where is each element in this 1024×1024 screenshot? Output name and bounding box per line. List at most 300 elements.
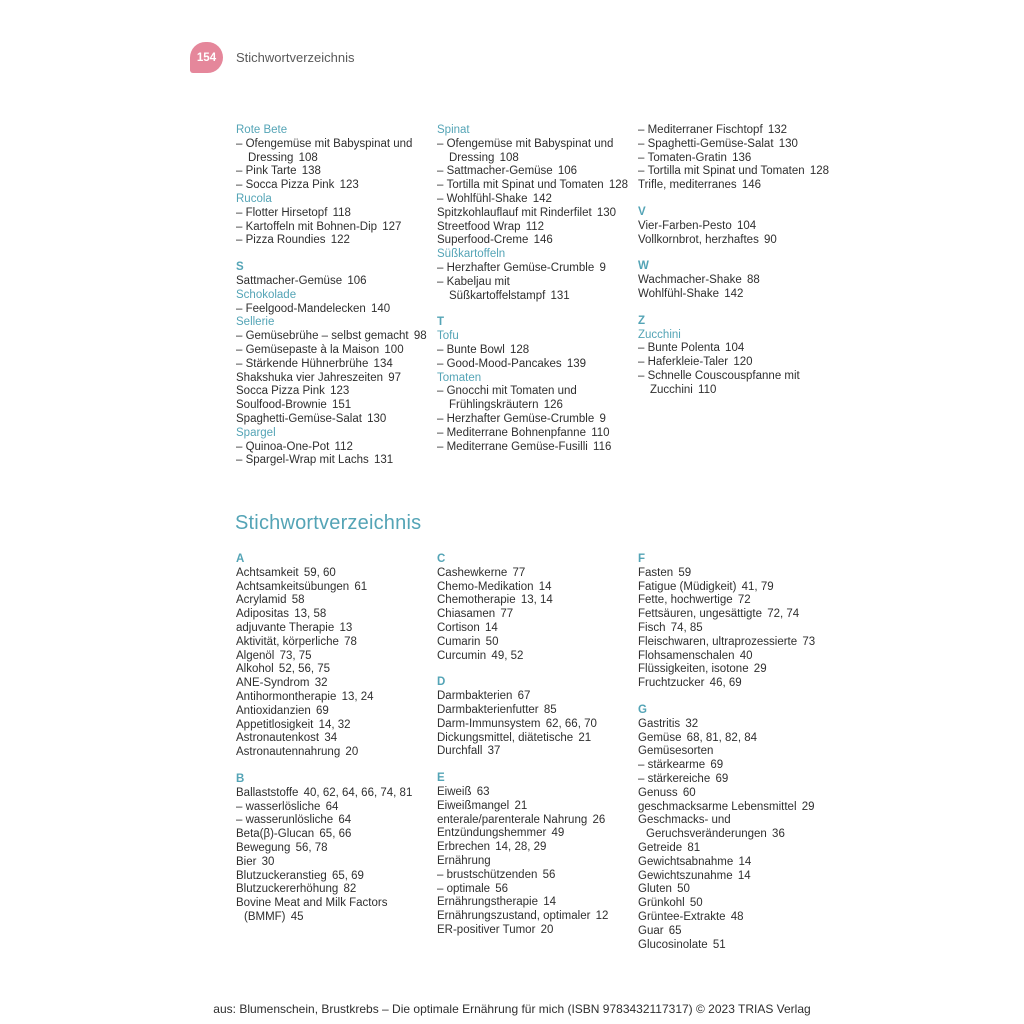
index-entry-pages: 142 — [532, 192, 552, 205]
index-entry-label: Genuss — [638, 786, 678, 799]
index-entry — [437, 207, 631, 221]
index-entry — [236, 691, 430, 705]
index-entry-label: Ernährung — [437, 854, 491, 867]
index-entry-pages: 29 — [753, 663, 767, 676]
main-index-column-3 — [638, 553, 832, 952]
index-entry-pages: 77 — [500, 608, 514, 621]
index-entry — [638, 663, 832, 677]
main-index-column-1 — [236, 553, 430, 952]
index-letter-heading — [638, 206, 832, 220]
index-entry — [638, 179, 832, 193]
index-subentry — [437, 262, 631, 276]
index-entry — [437, 567, 631, 581]
index-group-gap — [437, 759, 631, 772]
index-subentry — [236, 303, 430, 317]
index-entry-label: E — [437, 772, 445, 785]
index-entry — [236, 787, 430, 801]
index-entry-pages: 88 — [746, 274, 760, 287]
index-entry-label: W — [638, 260, 649, 273]
index-letter-heading — [638, 260, 832, 274]
index-entry — [638, 787, 832, 801]
index-entry-label: Glucosinolate — [638, 938, 708, 951]
index-group-gap — [437, 303, 631, 316]
index-entry-pages: 9 — [599, 261, 606, 274]
index-entry-label: Gewichtszunahme — [638, 869, 733, 882]
index-entry-label: – Good-Mood-Pancakes — [437, 357, 562, 370]
index-entry-pages: 14 — [543, 896, 557, 909]
index-entry-pages: 128 — [509, 343, 530, 356]
index-entry-pages: 29 — [801, 800, 815, 813]
index-entry-pages: 64 — [325, 800, 339, 813]
index-subentry — [437, 276, 631, 304]
index-entry-pages: 61 — [354, 580, 368, 593]
index-entry — [437, 650, 631, 664]
index-entry-label: Cumarin — [437, 635, 481, 648]
index-entry — [638, 870, 832, 884]
index-entry-label: V — [638, 205, 646, 218]
index-entry-pages: 14 — [738, 855, 752, 868]
index-letter-heading — [437, 676, 631, 690]
index-entry-pages: 68, 81, 82, 84 — [686, 731, 758, 744]
index-entry-pages: 112 — [525, 220, 545, 233]
index-subentry — [236, 441, 430, 455]
index-subentry — [437, 358, 631, 372]
index-entry — [437, 636, 631, 650]
index-entry-label: Superfood-Creme — [437, 234, 529, 247]
index-entry-label: – Gemüsepaste à la Maison — [236, 343, 380, 356]
index-entry-pages: 136 — [732, 151, 752, 164]
index-subentry — [236, 814, 430, 828]
index-entry-label: Spitzkohlauflauf mit Rinderfilet — [437, 206, 592, 219]
index-entry — [236, 399, 430, 413]
index-entry-pages: 151 — [331, 399, 352, 412]
index-entry — [638, 856, 832, 870]
index-entry — [638, 883, 832, 897]
index-entry — [236, 372, 430, 386]
index-term-heading — [236, 316, 430, 330]
index-entry-label: Vier-Farben-Pesto — [638, 219, 732, 232]
index-entry-label: – Kartoffeln mit Bohnen-Dip — [236, 220, 378, 233]
index-term-heading — [236, 427, 430, 441]
index-entry-label: Astronautenkost — [236, 732, 320, 745]
index-entry — [437, 221, 631, 235]
index-entry — [437, 234, 631, 248]
index-entry-label: – Kabeljau mit Süßkartoffelstampf — [437, 275, 546, 302]
index-entry-label: – stärkearme — [638, 759, 706, 772]
index-entry — [638, 911, 832, 925]
index-entry — [236, 636, 430, 650]
index-subentry — [638, 356, 832, 370]
index-entry-label: Getreide — [638, 841, 683, 854]
index-group-gap — [638, 302, 832, 315]
index-subentry — [236, 221, 430, 235]
index-entry — [638, 745, 832, 759]
index-letter-heading — [437, 772, 631, 786]
top-index-column-2 — [437, 124, 631, 468]
index-entry-label: Sellerie — [236, 316, 275, 329]
index-entry — [437, 581, 631, 595]
index-entry-pages: 58 — [291, 594, 305, 607]
index-entry — [437, 622, 631, 636]
index-entry-label: Durchfall — [437, 745, 483, 758]
index-entry-label: Cashewkerne — [437, 566, 508, 579]
index-term-heading — [236, 124, 430, 138]
index-entry-label: Ballaststoffe — [236, 786, 299, 799]
index-subentry — [638, 124, 832, 138]
index-entry-label: Blutzuckererhöhung — [236, 883, 339, 896]
index-subentry — [638, 773, 832, 787]
index-entry-label: Bovine Meat and Milk Factors (BMMF) — [236, 897, 388, 923]
index-entry-label: Bewegung — [236, 841, 291, 854]
running-header-title: Stichwortverzeichnis — [236, 50, 355, 65]
index-entry-pages: 49 — [551, 827, 565, 840]
index-entry-pages: 37 — [487, 745, 501, 758]
index-entry — [638, 288, 832, 302]
index-entry-label: Adipositas — [236, 608, 290, 621]
index-entry-label: A — [236, 553, 245, 565]
index-entry — [638, 567, 832, 581]
index-entry-pages: 36 — [772, 828, 785, 841]
index-entry — [638, 650, 832, 664]
index-entry-pages: 64 — [338, 814, 352, 827]
index-subentry — [236, 165, 430, 179]
index-entry — [638, 220, 832, 234]
index-letter-heading — [437, 316, 631, 330]
index-entry-pages: 128 — [608, 179, 629, 192]
index-entry-pages: 85 — [543, 703, 557, 716]
index-entry-label: – Mediterraner Fischtopf — [638, 124, 763, 136]
index-entry-pages: 116 — [593, 440, 612, 453]
index-entry — [638, 594, 832, 608]
index-entry — [236, 413, 430, 427]
index-letter-heading — [236, 773, 430, 787]
index-entry-label: Entzündungshemmer — [437, 827, 547, 840]
index-entry-label: – Mediterrane Gemüse-Fusilli — [437, 440, 588, 453]
index-entry-pages: 13 — [339, 621, 353, 634]
index-entry — [437, 896, 631, 910]
index-entry — [437, 855, 631, 869]
index-subentry — [236, 330, 430, 344]
index-entry-label: Antioxidanzien — [236, 704, 311, 717]
index-entry-label: Shakshuka vier Jahreszeiten — [236, 371, 384, 384]
index-term-heading — [437, 124, 631, 138]
index-entry-label: Gemüse — [638, 731, 682, 744]
index-entry-pages: 34 — [324, 732, 338, 745]
index-entry — [236, 897, 430, 925]
index-entry — [638, 622, 832, 636]
index-subentry — [236, 138, 430, 166]
index-entry-label: – Haferkleie-Taler — [638, 356, 729, 369]
index-entry-label: Wohlfühl-Shake — [638, 287, 719, 300]
index-entry — [638, 939, 832, 953]
index-entry-pages: 13, 14 — [520, 594, 553, 607]
index-entry — [236, 608, 430, 622]
index-entry — [236, 581, 430, 595]
index-entry-label: – Feelgood-Mandelecken — [236, 302, 366, 315]
index-entry-label: G — [638, 703, 647, 716]
index-entry-label: Soulfood-Brownie — [236, 399, 327, 412]
index-entry-pages: 60 — [682, 786, 696, 799]
index-entry-label: Cortison — [437, 621, 480, 634]
index-subentry — [437, 883, 631, 897]
index-entry-label: Alkohol — [236, 663, 274, 676]
index-entry — [437, 732, 631, 746]
index-entry-label: – Pink Tarte — [236, 165, 297, 178]
index-entry-pages: 50 — [689, 897, 703, 910]
index-entry-label: Acrylamid — [236, 594, 287, 607]
index-entry-label: – Ofengemüse mit Babyspinat und Dressing — [236, 137, 413, 164]
index-entry-pages: 48 — [730, 910, 744, 923]
main-index-section — [236, 553, 839, 952]
index-entry-pages: 112 — [334, 440, 353, 453]
index-entry — [236, 677, 430, 691]
main-index-column-2 — [437, 553, 631, 952]
index-entry-pages: 49, 52 — [491, 649, 524, 662]
index-entry-pages: 45 — [290, 910, 304, 923]
index-entry — [638, 925, 832, 939]
index-entry-pages: 97 — [388, 371, 402, 384]
index-entry — [236, 746, 430, 760]
index-entry-pages: 59, 60 — [303, 566, 336, 579]
index-entry-pages: 67 — [517, 690, 531, 703]
index-entry-pages: 138 — [301, 165, 321, 178]
index-entry-label: – Spargel-Wrap mit Lachs — [236, 454, 369, 467]
index-entry-pages: 130 — [778, 137, 798, 150]
index-entry-pages: 40 — [739, 649, 753, 662]
index-entry-pages: 131 — [550, 289, 570, 302]
index-entry-label: Darmbakterienfutter — [437, 703, 539, 716]
index-entry-label: Flohsamenschalen — [638, 649, 735, 662]
index-entry — [236, 650, 430, 664]
index-entry-label: adjuvante Therapie — [236, 621, 335, 634]
index-entry — [638, 677, 832, 691]
index-entry-pages: 59 — [678, 566, 692, 579]
top-index-section — [236, 124, 839, 468]
index-entry-label: Gewichtsabnahme — [638, 855, 734, 868]
index-entry-pages: 82 — [343, 883, 357, 896]
index-entry-pages: 65, 69 — [331, 869, 364, 882]
index-entry-pages: 146 — [741, 179, 762, 192]
index-letter-heading — [236, 261, 430, 275]
index-entry-label: – Pizza Roundies — [236, 234, 326, 247]
index-entry-label: Rucola — [236, 192, 272, 205]
index-subentry — [236, 801, 430, 815]
index-entry-label: Fasten — [638, 566, 674, 579]
index-entry-label: Fette, hochwertige — [638, 594, 733, 607]
index-entry-label: Zucchini — [638, 328, 681, 341]
index-entry-label: – wasserlösliche — [236, 800, 321, 813]
index-entry-label: – wasserunlösliche — [236, 814, 334, 827]
index-entry-label: B — [236, 772, 245, 785]
index-entry-pages: 52, 56, 75 — [278, 663, 331, 676]
index-subentry — [437, 385, 631, 413]
index-entry-label: Fleischwaren, ultraprozessierte — [638, 635, 798, 648]
index-entry-label: Tofu — [437, 330, 459, 343]
index-entry-label: Grünkohl — [638, 897, 685, 910]
index-subentry — [437, 441, 631, 455]
index-entry-pages: 123 — [330, 385, 350, 398]
index-entry-label: – Ofengemüse mit Babyspinat und Dressing — [437, 137, 614, 164]
index-entry-pages: 69 — [316, 704, 329, 717]
index-entry-label: Algenöl — [236, 649, 275, 662]
index-entry-pages: 69 — [715, 772, 729, 785]
index-entry-label: Vollkornbrot, herzhaftes — [638, 233, 759, 246]
index-entry-pages: 74, 85 — [670, 621, 703, 634]
index-entry-pages: 21 — [578, 731, 592, 744]
index-entry — [437, 608, 631, 622]
index-entry-label: Grüntee-Extrakte — [638, 910, 726, 923]
index-entry-label: – Mediterrane Bohnenpfanne — [437, 426, 586, 439]
index-entry-label: Fisch — [638, 621, 666, 634]
index-entry-pages: 26 — [592, 813, 606, 826]
index-letter-heading — [236, 553, 430, 567]
index-entry-pages: 20 — [345, 746, 359, 759]
index-entry-pages: 139 — [566, 357, 587, 370]
index-entry-label: Tomaten — [437, 371, 482, 384]
index-entry-pages: 90 — [764, 233, 777, 246]
index-entry — [236, 856, 430, 870]
index-entry-pages: 81 — [687, 841, 701, 854]
index-entry-label: ER-positiver Tumor — [437, 923, 536, 936]
index-entry-label: Ernährungstherapie — [437, 896, 539, 909]
index-entry-pages: 106 — [557, 165, 578, 178]
index-entry-label: Fettsäuren, ungesättigte — [638, 608, 763, 621]
index-entry-pages: 100 — [384, 343, 404, 356]
index-entry-label: Rote Bete — [236, 124, 288, 136]
index-subentry — [638, 759, 832, 773]
index-entry — [437, 910, 631, 924]
index-subentry — [638, 342, 832, 356]
index-entry — [236, 275, 430, 289]
index-entry-pages: 56 — [495, 882, 509, 895]
index-term-heading — [437, 372, 631, 386]
index-entry-pages: 104 — [725, 342, 745, 355]
index-entry-pages: 65 — [668, 924, 682, 937]
index-entry-label: Achtsamkeitsübungen — [236, 580, 350, 593]
index-entry-pages: 128 — [809, 165, 830, 178]
index-entry — [236, 842, 430, 856]
index-entry-pages: 106 — [347, 274, 367, 287]
index-subentry — [638, 165, 832, 179]
index-entry-label: Aktivität, körperliche — [236, 635, 339, 648]
index-entry-pages: 32 — [314, 677, 328, 690]
index-subentry — [437, 344, 631, 358]
index-entry-pages: 41, 79 — [741, 580, 774, 593]
index-entry-label: Schokolade — [236, 288, 297, 301]
index-entry-label: – brustschützenden — [437, 868, 538, 881]
index-entry-pages: 13, 24 — [341, 690, 374, 703]
index-subentry — [437, 179, 631, 193]
index-entry-pages: 56, 78 — [295, 841, 328, 854]
index-subentry — [638, 370, 832, 398]
index-term-heading — [236, 193, 430, 207]
index-entry — [437, 718, 631, 732]
index-entry-label: – Bunte Bowl — [437, 343, 505, 356]
index-letter-heading — [638, 553, 832, 567]
index-entry-pages: 13, 58 — [294, 608, 327, 621]
index-entry-pages: 50 — [485, 635, 499, 648]
index-entry-label: Spaghetti-Gemüse-Salat — [236, 412, 362, 425]
index-entry-pages: 130 — [596, 206, 617, 219]
index-entry — [236, 622, 430, 636]
index-entry-label: Eiweißmangel — [437, 799, 510, 812]
index-entry-label: Darmbakterien — [437, 690, 513, 703]
page-number-badge: 154 — [190, 42, 223, 73]
index-entry — [638, 581, 832, 595]
section-heading: Stichwortverzeichnis — [235, 512, 422, 534]
index-entry — [437, 800, 631, 814]
index-entry-label: Fruchtzucker — [638, 677, 705, 690]
index-entry — [437, 814, 631, 828]
index-entry-label: Trifle, mediterranes — [638, 179, 737, 192]
index-subentry — [236, 179, 430, 193]
index-entry-label: Flüssigkeiten, isotone — [638, 663, 749, 676]
index-entry — [638, 814, 832, 842]
index-entry-pages: 32 — [685, 717, 699, 730]
index-entry — [236, 870, 430, 884]
index-entry-pages: 120 — [733, 356, 753, 369]
index-term-heading — [638, 329, 832, 343]
index-entry — [437, 786, 631, 800]
index-entry-label: – Socca Pizza Pink — [236, 179, 335, 192]
index-entry-label: Gemüsesorten — [638, 745, 714, 758]
index-entry — [236, 732, 430, 746]
index-entry-label: Geschmacks- und Geruchsveränderungen — [638, 814, 767, 841]
index-entry-label: Dickungsmittel, diätetische — [437, 731, 574, 744]
index-entry — [236, 385, 430, 399]
index-entry-pages: 73 — [802, 635, 816, 648]
index-entry-label: – optimale — [437, 882, 491, 895]
index-entry — [437, 827, 631, 841]
index-entry-label: S — [236, 261, 244, 274]
index-entry-label: Curcumin — [437, 649, 487, 662]
index-entry — [236, 883, 430, 897]
index-entry-label: – Schnelle Couscouspfanne mit Zucchini — [638, 369, 800, 396]
index-entry-label: Süßkartoffeln — [437, 248, 506, 261]
index-subentry — [437, 869, 631, 883]
index-entry — [437, 745, 631, 759]
index-entry — [236, 828, 430, 842]
index-subentry — [236, 207, 430, 221]
index-entry-label: Erbrechen — [437, 841, 491, 854]
index-entry — [638, 801, 832, 815]
index-entry-label: Bier — [236, 855, 257, 868]
top-index-column-1 — [236, 124, 430, 468]
index-subentry — [638, 152, 832, 166]
index-entry — [638, 718, 832, 732]
index-term-heading — [437, 248, 631, 262]
index-entry-pages: 14, 28, 29 — [495, 841, 547, 854]
index-entry-pages: 146 — [533, 234, 553, 247]
index-entry-label: – Herzhafter Gemüse-Crumble — [437, 261, 595, 274]
index-entry-pages: 108 — [499, 151, 519, 164]
index-entry-pages: 56 — [542, 868, 556, 881]
index-entry-pages: 14, 32 — [318, 718, 351, 731]
index-entry — [638, 732, 832, 746]
index-subentry — [437, 413, 631, 427]
index-entry-pages: 118 — [332, 206, 351, 219]
index-entry-pages: 72 — [737, 594, 751, 607]
index-subentry — [437, 138, 631, 166]
index-group-gap — [638, 691, 832, 704]
index-entry-label: enterale/parenterale Nahrung — [437, 813, 588, 826]
index-term-heading — [236, 289, 430, 303]
index-entry — [437, 924, 631, 938]
index-entry-label: – Wohlfühl-Shake — [437, 192, 528, 205]
index-entry-pages: 108 — [298, 151, 318, 164]
index-entry-label: – Stärkende Hühnerbrühe — [236, 357, 369, 370]
index-entry-pages: 12 — [595, 910, 609, 923]
